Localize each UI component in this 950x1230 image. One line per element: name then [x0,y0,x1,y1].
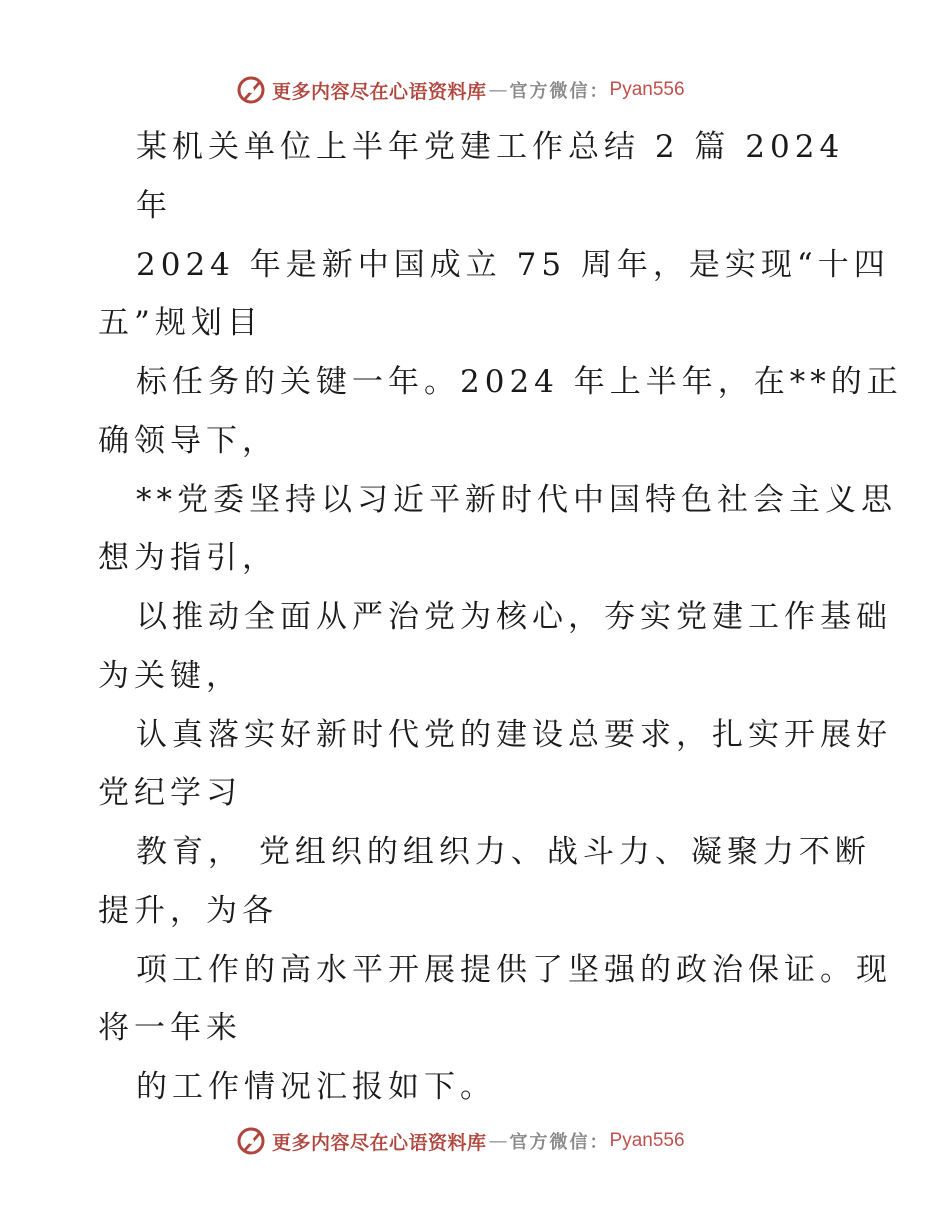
paragraph-line: 将一年来 [98,1010,242,1046]
paragraph-line: 五”规划目 [98,305,263,341]
quill-logo-icon [236,1126,266,1156]
watermark-contact-label: 官方微信： [509,1132,610,1153]
paragraph-line: 2024 年是新中国成立 75 周年，是实现“十四 [136,247,890,283]
watermark-site-text: 更多内容尽在心语资料库 [272,80,487,103]
watermark-dash: — [488,1130,508,1152]
paragraph-line: 的工作情况汇报如下。 [136,1069,496,1105]
watermark-site-text: 更多内容尽在心语资料库 [272,1131,487,1154]
watermark-contact-label: 官方微信： [509,81,610,102]
paragraph-line: 认真落实好新时代党的建设总要求，扎实开展好 [136,717,892,753]
header-watermark [236,73,685,107]
watermark-contact-id: Pyan556 [609,1130,685,1151]
document-title-line-2: 年 [136,188,172,224]
paragraph-line: 教育， 党组织的组织力、战斗力、凝聚力不断 [136,834,871,870]
paragraph-line: **党委坚持以习近平新时代中国特色社会主义思 [136,482,897,518]
paragraph-line: 标任务的关键一年。2024 年上半年，在**的正 [136,364,903,400]
paragraph-line: 想为指引， [98,540,278,576]
document-title-line-1: 某机关单位上半年党建工作总结 2 篇 2024 [136,129,845,165]
paragraph-line: 确领导下， [98,423,278,459]
watermark-dash: — [488,79,508,101]
quill-logo-icon [236,75,266,105]
paragraph-line: 提升，为各 [98,893,278,929]
paragraph-line: 以推动全面从严治党为核心，夯实党建工作基础 [136,599,892,635]
watermark-contact-id: Pyan556 [609,79,685,100]
paragraph-line: 为关键， [98,658,242,694]
paragraph-line: 党纪学习 [98,775,242,811]
paragraph-line: 项工作的高水平开展提供了坚强的政治保证。现 [136,952,892,988]
footer-watermark [236,1124,685,1158]
